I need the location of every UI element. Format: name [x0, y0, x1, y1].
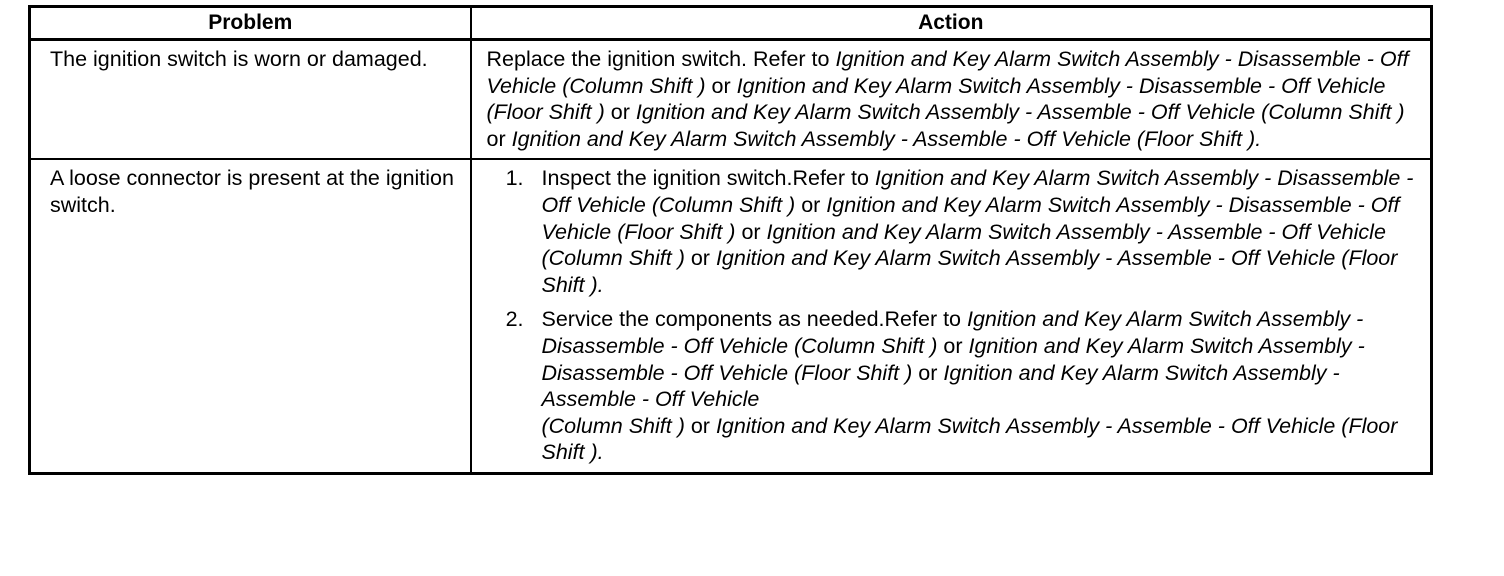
procedure-link: Ignition and Key Alarm Switch Assembly - Disassemble - Off Vehicle (Floor Shift ) — [541, 333, 1365, 385]
step-text — [542, 306, 1423, 466]
procedure-link: Ignition and Key Alarm Switch Assembly - Disassemble - Off Vehicle (Column Shift ) — [486, 47, 1409, 98]
or-text: or — [937, 333, 969, 358]
problem-cell: The ignition switch is worn or damaged. — [30, 40, 471, 160]
procedure-link: (Column Shift ) — [541, 246, 685, 271]
table-header-row — [30, 7, 1432, 40]
procedure-link: Ignition and Key Alarm Switch Assembly - Assemble - Off Vehicle (Floor Shift ). — [511, 126, 1262, 151]
step-text — [542, 165, 1423, 298]
procedure-link: Ignition and Key Alarm Switch Assembly - Assemble - Off Vehicle (Column Shift ) — [635, 100, 1405, 125]
action-steps-list — [487, 165, 1423, 466]
action-step — [487, 306, 1423, 466]
procedure-link: Ignition and Key Alarm Switch Assembly - Disassemble - Off Vehicle (Column Shift ) — [541, 307, 1364, 358]
column-header-action: Action — [471, 7, 1432, 40]
step-number: 2. — [505, 307, 524, 332]
procedure-link: (Column Shift ) — [541, 413, 685, 438]
action-step — [487, 165, 1423, 298]
or-text: or — [705, 73, 737, 98]
problem-action-table — [28, 5, 1433, 475]
or-text: or — [735, 219, 767, 244]
column-header-problem: Problem — [30, 7, 471, 40]
step-number: 1. — [505, 166, 524, 191]
procedure-link: Ignition and Key Alarm Switch Assembly - Assemble - Off Vehicle — [766, 219, 1386, 244]
or-text: or — [684, 246, 716, 271]
problem-cell: A loose connector is present at the ignition switch. — [30, 159, 471, 473]
procedure-link: Ignition and Key Alarm Switch Assembly - Disassemble - Off Vehicle (Floor Shift ) — [541, 192, 1400, 244]
action-cell — [471, 159, 1432, 473]
or-text: or — [684, 413, 716, 438]
problem-action-table-container — [28, 5, 1430, 475]
procedure-link: Ignition and Key Alarm Switch Assembly - Assemble - Off Vehicle — [541, 360, 1340, 412]
table-row — [30, 40, 1432, 160]
or-text: or — [604, 100, 636, 125]
procedure-link: Ignition and Key Alarm Switch Assembly - Assemble - Off Vehicle (Floor Shift ). — [541, 246, 1398, 297]
step-lead-text: Service the components as needed.Refer to — [541, 307, 967, 332]
procedure-link: Ignition and Key Alarm Switch Assembly - Disassemble - Off Vehicle (Floor Shift ) — [486, 73, 1386, 125]
or-text: or — [912, 360, 944, 385]
procedure-link: Ignition and Key Alarm Switch Assembly - Assemble - Off Vehicle (Floor Shift ). — [541, 413, 1398, 465]
or-text: or — [486, 126, 512, 151]
table-row — [30, 159, 1432, 473]
step-lead-text: Inspect the ignition switch.Refer to — [541, 166, 875, 191]
procedure-link: Ignition and Key Alarm Switch Assembly - Disassemble - Off Vehicle (Column Shift ) — [541, 166, 1414, 217]
or-text: or — [795, 192, 827, 217]
action-cell — [471, 40, 1432, 160]
action-text: Replace the ignition switch. Refer to — [486, 47, 836, 71]
